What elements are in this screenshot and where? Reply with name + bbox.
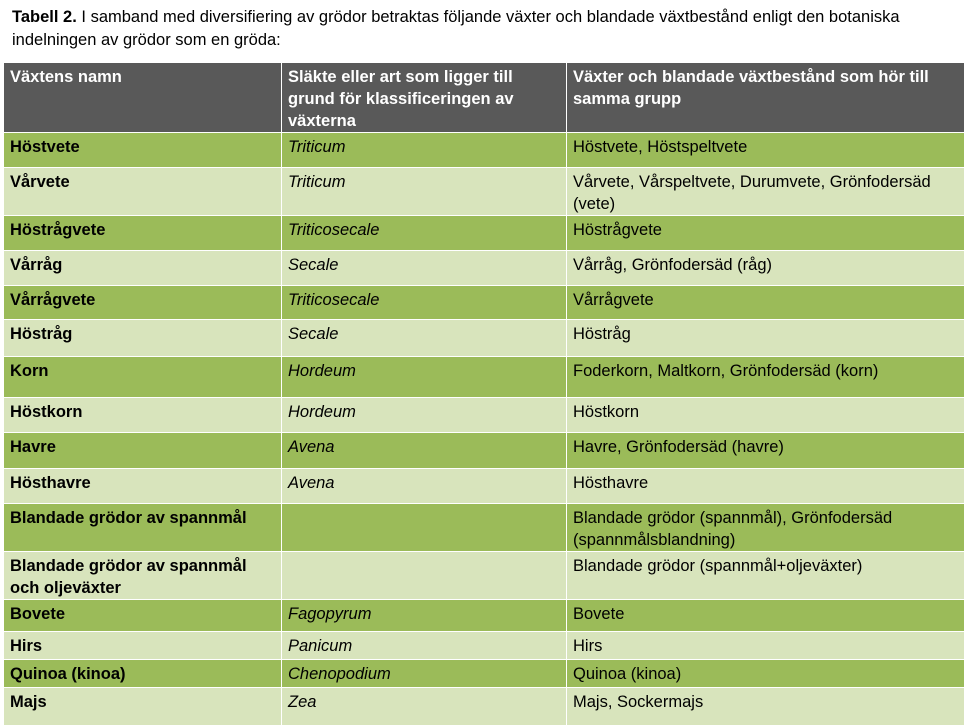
- genus-cell: Hordeum: [282, 357, 567, 398]
- plant-name-cell: Hösthavre: [4, 469, 282, 504]
- caption-text: I samband med diversifiering av grödor betraktas följande växter och blandade växtbestånd enligt den botaniska indelningen av grödor som en gröda:: [12, 8, 900, 49]
- table-row: [4, 133, 965, 168]
- crop-table: [3, 62, 965, 726]
- table-row: [4, 469, 965, 504]
- genus-cell: Zea: [282, 688, 567, 726]
- group-cell: Havre, Grönfodersäd (havre): [567, 433, 965, 469]
- group-cell: Höstrågvete: [567, 216, 965, 251]
- table-row: [4, 632, 965, 660]
- header-group: Växter och blandade växtbestånd som hör till samma grupp: [567, 63, 965, 133]
- plant-name-cell: Vårvete: [4, 168, 282, 216]
- plant-name-cell: Quinoa (kinoa): [4, 660, 282, 688]
- genus-cell: [282, 504, 567, 552]
- genus-cell: Secale: [282, 251, 567, 286]
- plant-name-cell: Hirs: [4, 632, 282, 660]
- plant-name-cell: Vårrågvete: [4, 286, 282, 320]
- plant-name-cell: Blandade grödor av spannmål och oljeväxter: [4, 552, 282, 600]
- genus-cell: [282, 552, 567, 600]
- table-row: [4, 688, 965, 726]
- genus-cell: Avena: [282, 433, 567, 469]
- group-cell: Bovete: [567, 600, 965, 632]
- group-cell: Blandade grödor (spannmål+oljeväxter): [567, 552, 965, 600]
- plant-name-cell: Vårråg: [4, 251, 282, 286]
- genus-cell: Avena: [282, 469, 567, 504]
- group-cell: Höstråg: [567, 320, 965, 357]
- table-row: [4, 600, 965, 632]
- group-cell: Höstvete, Höstspeltvete: [567, 133, 965, 168]
- plant-name-cell: Höstvete: [4, 133, 282, 168]
- group-cell: Majs, Sockermajs: [567, 688, 965, 726]
- genus-cell: Panicum: [282, 632, 567, 660]
- group-cell: Foderkorn, Maltkorn, Grönfodersäd (korn): [567, 357, 965, 398]
- genus-cell: Fagopyrum: [282, 600, 567, 632]
- table-row: [4, 504, 965, 552]
- plant-name-cell: Höstrågvete: [4, 216, 282, 251]
- table-row: [4, 320, 965, 357]
- table-row: [4, 251, 965, 286]
- genus-cell: Triticosecale: [282, 216, 567, 251]
- genus-cell: Triticum: [282, 133, 567, 168]
- genus-cell: Triticosecale: [282, 286, 567, 320]
- plant-name-cell: Höstkorn: [4, 398, 282, 433]
- table-row: [4, 398, 965, 433]
- group-cell: Vårråg, Grönfodersäd (råg): [567, 251, 965, 286]
- plant-name-cell: Höstråg: [4, 320, 282, 357]
- group-cell: Höstkorn: [567, 398, 965, 433]
- group-cell: Vårrågvete: [567, 286, 965, 320]
- plant-name-cell: Korn: [4, 357, 282, 398]
- genus-cell: Chenopodium: [282, 660, 567, 688]
- genus-cell: Secale: [282, 320, 567, 357]
- header-genus: Släkte eller art som ligger till grund för klassificeringen av växterna: [282, 63, 567, 133]
- table-row: [4, 286, 965, 320]
- caption-lead: Tabell 2.: [12, 8, 77, 26]
- group-cell: Quinoa (kinoa): [567, 660, 965, 688]
- genus-cell: Triticum: [282, 168, 567, 216]
- table-row: [4, 216, 965, 251]
- table-row: [4, 660, 965, 688]
- table-row: [4, 552, 965, 600]
- header-row: [4, 63, 965, 133]
- group-cell: Hösthavre: [567, 469, 965, 504]
- group-cell: Vårvete, Vårspeltvete, Durumvete, Grönfodersäd (vete): [567, 168, 965, 216]
- table-row: [4, 357, 965, 398]
- genus-cell: Hordeum: [282, 398, 567, 433]
- table-row: [4, 168, 965, 216]
- plant-name-cell: Majs: [4, 688, 282, 726]
- plant-name-cell: Havre: [4, 433, 282, 469]
- plant-name-cell: Bovete: [4, 600, 282, 632]
- table-caption: [12, 6, 962, 52]
- plant-name-cell: Blandade grödor av spannmål: [4, 504, 282, 552]
- group-cell: Hirs: [567, 632, 965, 660]
- header-plant-name: Växtens namn: [4, 63, 282, 133]
- table-row: [4, 433, 965, 469]
- group-cell: Blandade grödor (spannmål), Grönfodersäd (spannmålsblandning): [567, 504, 965, 552]
